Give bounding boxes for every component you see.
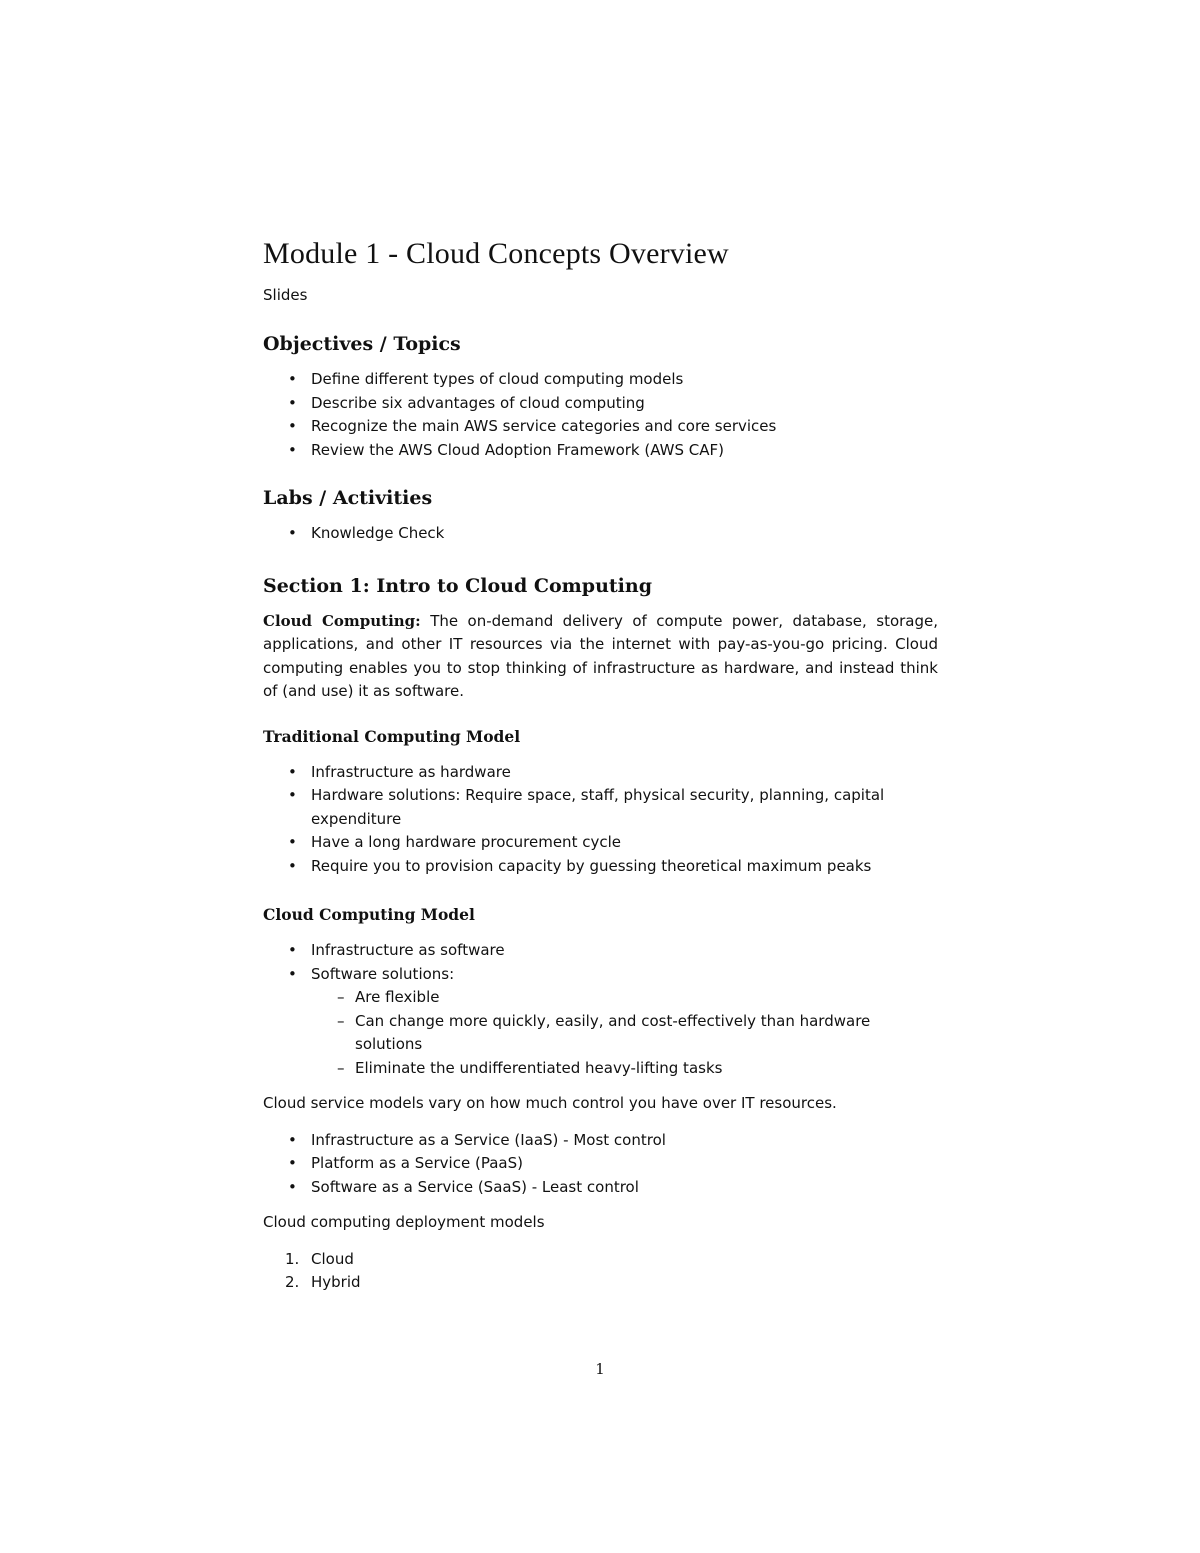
objectives-heading: Objectives / Topics: [263, 333, 461, 355]
definition-text: The on-demand delivery of compute power, database, storage, applications, and other IT resources via the internet with pay-as-you-go pricing. Cloud computing enables you to stop thinking of infrastructure as hardware, and instead think of (and use) it as software.: [263, 611, 939, 700]
list-item: • Platform as a Service (PaaS): [263, 1152, 938, 1176]
page-title: Module 1 - Cloud Concepts Overview: [263, 237, 729, 270]
labs-heading: Labs / Activities: [263, 487, 433, 509]
item-label: Hybrid: [311, 1273, 361, 1291]
labs-list: [263, 522, 938, 546]
slides-link[interactable]: Slides: [263, 286, 308, 304]
cloud-computing-definition: [263, 610, 938, 704]
item-number: 2.: [285, 1273, 300, 1291]
list-item: • Infrastructure as software: [263, 939, 938, 963]
page-number: 1: [595, 1360, 605, 1378]
list-item: • Knowledge Check: [263, 522, 938, 546]
item-label: Cloud: [311, 1249, 354, 1268]
list-item: [263, 963, 938, 1081]
sub-list-item: – Are flexible: [311, 986, 938, 1010]
cloud-model-list: [263, 939, 938, 1080]
section1-heading: Section 1: Intro to Cloud Computing: [263, 574, 652, 597]
cloud-model-heading: Cloud Computing Model: [263, 905, 475, 924]
list-item: • Have a long hardware procurement cycle: [263, 831, 938, 855]
list-item: • Define different types of cloud computing models: [263, 368, 938, 392]
list-item: • Software as a Service (SaaS) - Least control: [263, 1176, 938, 1200]
numbered-item: [263, 1248, 938, 1272]
document-page: [263, 236, 938, 1295]
sub-list-item: – Eliminate the undifferentiated heavy-lifting tasks: [311, 1057, 938, 1081]
list-item: • Infrastructure as hardware: [263, 761, 938, 785]
software-solutions-sublist: [311, 986, 938, 1080]
deployment-models-list: [263, 1248, 938, 1295]
traditional-model-heading: Traditional Computing Model: [263, 726, 521, 746]
definition-term: Cloud Computing:: [263, 611, 421, 630]
sub-list-item: – Can change more quickly, easily, and cost-effectively than hardware solutions: [311, 1010, 938, 1057]
list-item: • Recognize the main AWS service categories and core services: [263, 415, 938, 439]
traditional-model-list: [263, 761, 938, 879]
list-item: • Review the AWS Cloud Adoption Framework (AWS CAF): [263, 439, 938, 463]
deployment-models-intro: Cloud computing deployment models: [263, 1213, 545, 1231]
list-item: • Hardware solutions: Require space, staff, physical security, planning, capital expenditure: [263, 784, 938, 831]
list-item: • Require you to provision capacity by guessing theoretical maximum peaks: [263, 855, 938, 879]
service-models-list: [263, 1129, 938, 1200]
list-item-label: Software solutions:: [311, 964, 455, 983]
service-models-intro: Cloud service models vary on how much control you have over IT resources.: [263, 1094, 837, 1112]
list-item: • Describe six advantages of cloud computing: [263, 392, 938, 416]
list-item: • Infrastructure as a Service (IaaS) - Most control: [263, 1129, 938, 1153]
item-number: 1.: [285, 1249, 300, 1268]
numbered-item: [263, 1271, 938, 1295]
objectives-list: [263, 368, 938, 462]
